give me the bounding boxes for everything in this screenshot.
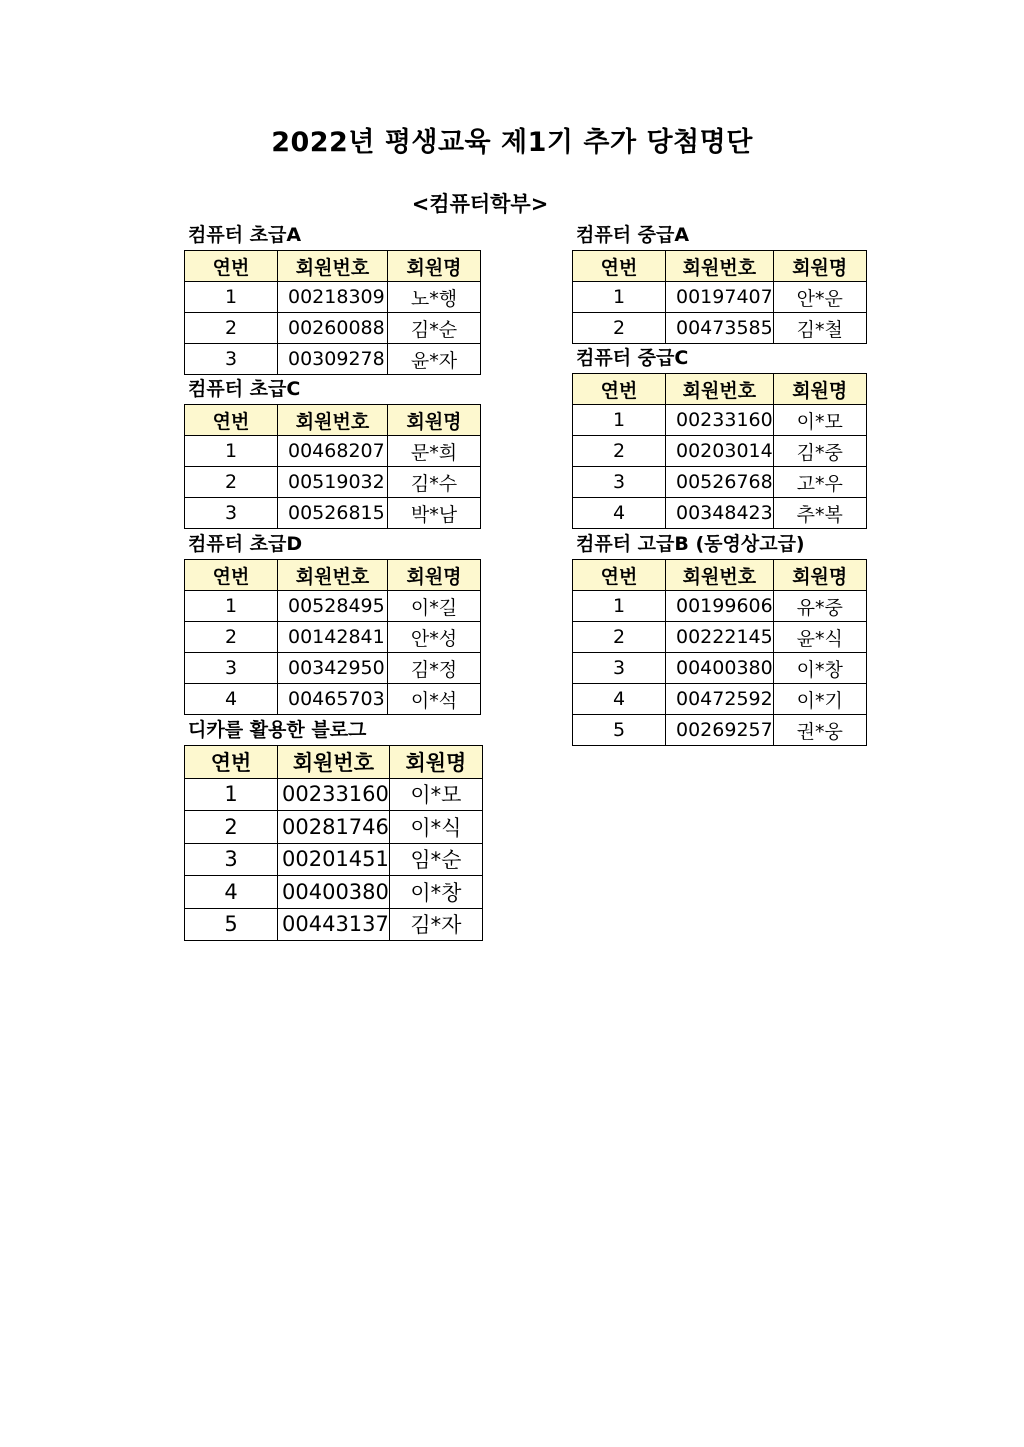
section-digital-camera-blog (184, 715, 483, 941)
cell-member-id: 00260088 (278, 313, 388, 344)
table-row (573, 653, 867, 684)
cell-member-id: 00400380 (278, 876, 390, 909)
roster-table (572, 559, 867, 746)
cell-no: 5 (185, 908, 278, 941)
cell-member-name: 이*창 (389, 876, 482, 909)
cell-no: 1 (573, 405, 666, 436)
cell-member-id: 00473585 (666, 313, 774, 344)
roster-table (184, 559, 481, 715)
cell-member-name: 안*운 (773, 282, 866, 313)
table-row (185, 876, 483, 909)
table-row (185, 811, 483, 844)
cell-member-name: 안*성 (388, 622, 481, 653)
table-row (573, 436, 867, 467)
cell-no: 2 (573, 313, 666, 344)
table-header-row (185, 746, 483, 779)
column-header-member-name: 회원명 (773, 560, 866, 591)
column-header-no: 연번 (573, 374, 666, 405)
cell-no: 1 (573, 591, 666, 622)
section-title: 컴퓨터 초급A (188, 224, 302, 246)
table-row (573, 405, 867, 436)
table-header-row (573, 560, 867, 591)
table-row (185, 684, 481, 715)
table-row (573, 591, 867, 622)
cell-member-name: 이*모 (389, 778, 482, 811)
cell-member-name: 이*모 (773, 405, 866, 436)
section-beginner-c (184, 374, 481, 529)
table-header-row (185, 405, 481, 436)
table-row (573, 684, 867, 715)
table-row (185, 591, 481, 622)
cell-member-name: 김*중 (773, 436, 866, 467)
cell-member-id: 00309278 (278, 344, 388, 375)
cell-member-name: 문*희 (388, 436, 481, 467)
cell-member-id: 00233160 (278, 778, 390, 811)
cell-member-name: 임*순 (389, 843, 482, 876)
cell-no: 3 (185, 344, 278, 375)
cell-member-id: 00222145 (666, 622, 774, 653)
section-intermediate-c (572, 343, 867, 529)
cell-member-name: 추*복 (773, 498, 866, 529)
cell-member-id: 00197407 (666, 282, 774, 313)
cell-member-id: 00468207 (278, 436, 388, 467)
cell-member-id: 00199606 (666, 591, 774, 622)
roster-table (184, 404, 481, 529)
roster-table (572, 373, 867, 529)
cell-member-id: 00233160 (666, 405, 774, 436)
column-header-no: 연번 (185, 251, 278, 282)
cell-member-name: 노*행 (388, 282, 481, 313)
section-title: 디카를 활용한 블로그 (188, 719, 367, 741)
cell-no: 1 (573, 282, 666, 313)
column-header-member-name: 회원명 (388, 560, 481, 591)
cell-no: 4 (573, 684, 666, 715)
column-header-member-id: 회원번호 (666, 251, 774, 282)
column-header-member-id: 회원번호 (278, 405, 388, 436)
table-row (573, 498, 867, 529)
cell-member-id: 00472592 (666, 684, 774, 715)
column-header-member-id: 회원번호 (278, 746, 390, 779)
roster-table (184, 745, 483, 941)
cell-member-name: 김*철 (773, 313, 866, 344)
table-row (185, 436, 481, 467)
cell-member-name: 박*남 (388, 498, 481, 529)
table-row (573, 622, 867, 653)
table-row (185, 653, 481, 684)
section-title: 컴퓨터 중급A (576, 224, 690, 246)
cell-no: 2 (573, 622, 666, 653)
table-row (185, 282, 481, 313)
cell-no: 1 (185, 436, 278, 467)
roster-table (572, 250, 867, 344)
table-row (185, 622, 481, 653)
cell-member-id: 00526768 (666, 467, 774, 498)
cell-member-name: 윤*식 (773, 622, 866, 653)
cell-no: 1 (185, 591, 278, 622)
column-header-member-id: 회원번호 (278, 560, 388, 591)
table-row (185, 313, 481, 344)
cell-no: 3 (185, 498, 278, 529)
cell-no: 5 (573, 715, 666, 746)
cell-no: 2 (185, 811, 278, 844)
cell-member-id: 00400380 (666, 653, 774, 684)
cell-member-name: 이*기 (773, 684, 866, 715)
cell-member-id: 00465703 (278, 684, 388, 715)
table-row (185, 908, 483, 941)
table-row (573, 313, 867, 344)
cell-member-id: 00281746 (278, 811, 390, 844)
table-row (573, 282, 867, 313)
cell-member-name: 이*식 (389, 811, 482, 844)
table-row (185, 843, 483, 876)
cell-member-id: 00218309 (278, 282, 388, 313)
cell-no: 3 (573, 653, 666, 684)
table-row (185, 344, 481, 375)
table-header-row (573, 251, 867, 282)
table-row (573, 467, 867, 498)
column-header-no: 연번 (185, 560, 278, 591)
cell-no: 1 (185, 282, 278, 313)
cell-no: 2 (185, 622, 278, 653)
column-header-member-id: 회원번호 (666, 560, 774, 591)
department-heading: <컴퓨터학부> (411, 192, 549, 216)
column-header-member-name: 회원명 (389, 746, 482, 779)
cell-member-id: 00142841 (278, 622, 388, 653)
cell-member-id: 00528495 (278, 591, 388, 622)
roster-table (184, 250, 481, 375)
section-advanced-b (572, 529, 867, 746)
cell-member-id: 00519032 (278, 467, 388, 498)
table-row (185, 498, 481, 529)
section-title: 컴퓨터 초급C (188, 378, 301, 400)
column-header-member-id: 회원번호 (278, 251, 388, 282)
section-title: 컴퓨터 고급B (동영상고급) (576, 533, 805, 555)
cell-member-name: 김*자 (389, 908, 482, 941)
cell-no: 3 (185, 653, 278, 684)
cell-member-id: 00203014 (666, 436, 774, 467)
cell-no: 4 (185, 876, 278, 909)
cell-member-name: 윤*자 (388, 344, 481, 375)
section-intermediate-a (572, 220, 867, 344)
table-row (573, 715, 867, 746)
cell-member-name: 유*중 (773, 591, 866, 622)
section-title: 컴퓨터 중급C (576, 347, 689, 369)
column-header-member-id: 회원번호 (666, 374, 774, 405)
column-header-no: 연번 (185, 405, 278, 436)
column-header-no: 연번 (573, 251, 666, 282)
cell-no: 3 (573, 467, 666, 498)
cell-member-id: 00269257 (666, 715, 774, 746)
section-beginner-d (184, 529, 481, 715)
column-header-member-name: 회원명 (773, 374, 866, 405)
cell-no: 2 (185, 467, 278, 498)
cell-member-id: 00342950 (278, 653, 388, 684)
cell-member-id: 00443137 (278, 908, 390, 941)
cell-member-name: 이*창 (773, 653, 866, 684)
cell-member-name: 권*웅 (773, 715, 866, 746)
cell-no: 3 (185, 843, 278, 876)
table-row (185, 778, 483, 811)
cell-no: 4 (185, 684, 278, 715)
section-title: 컴퓨터 초급D (188, 533, 303, 555)
column-header-no: 연번 (573, 560, 666, 591)
cell-member-name: 김*정 (388, 653, 481, 684)
page-title: 2022년 평생교육 제1기 추가 당첨명단 (271, 127, 753, 158)
cell-member-name: 김*수 (388, 467, 481, 498)
table-header-row (185, 251, 481, 282)
cell-member-name: 이*석 (388, 684, 481, 715)
cell-no: 4 (573, 498, 666, 529)
cell-member-id: 00348423 (666, 498, 774, 529)
cell-member-id: 00526815 (278, 498, 388, 529)
cell-no: 2 (573, 436, 666, 467)
column-header-no: 연번 (185, 746, 278, 779)
table-row (185, 467, 481, 498)
table-header-row (573, 374, 867, 405)
column-header-member-name: 회원명 (773, 251, 866, 282)
section-beginner-a (184, 220, 481, 375)
column-header-member-name: 회원명 (388, 251, 481, 282)
cell-no: 2 (185, 313, 278, 344)
cell-member-id: 00201451 (278, 843, 390, 876)
cell-member-name: 김*순 (388, 313, 481, 344)
table-header-row (185, 560, 481, 591)
cell-no: 1 (185, 778, 278, 811)
column-header-member-name: 회원명 (388, 405, 481, 436)
cell-member-name: 이*길 (388, 591, 481, 622)
cell-member-name: 고*우 (773, 467, 866, 498)
